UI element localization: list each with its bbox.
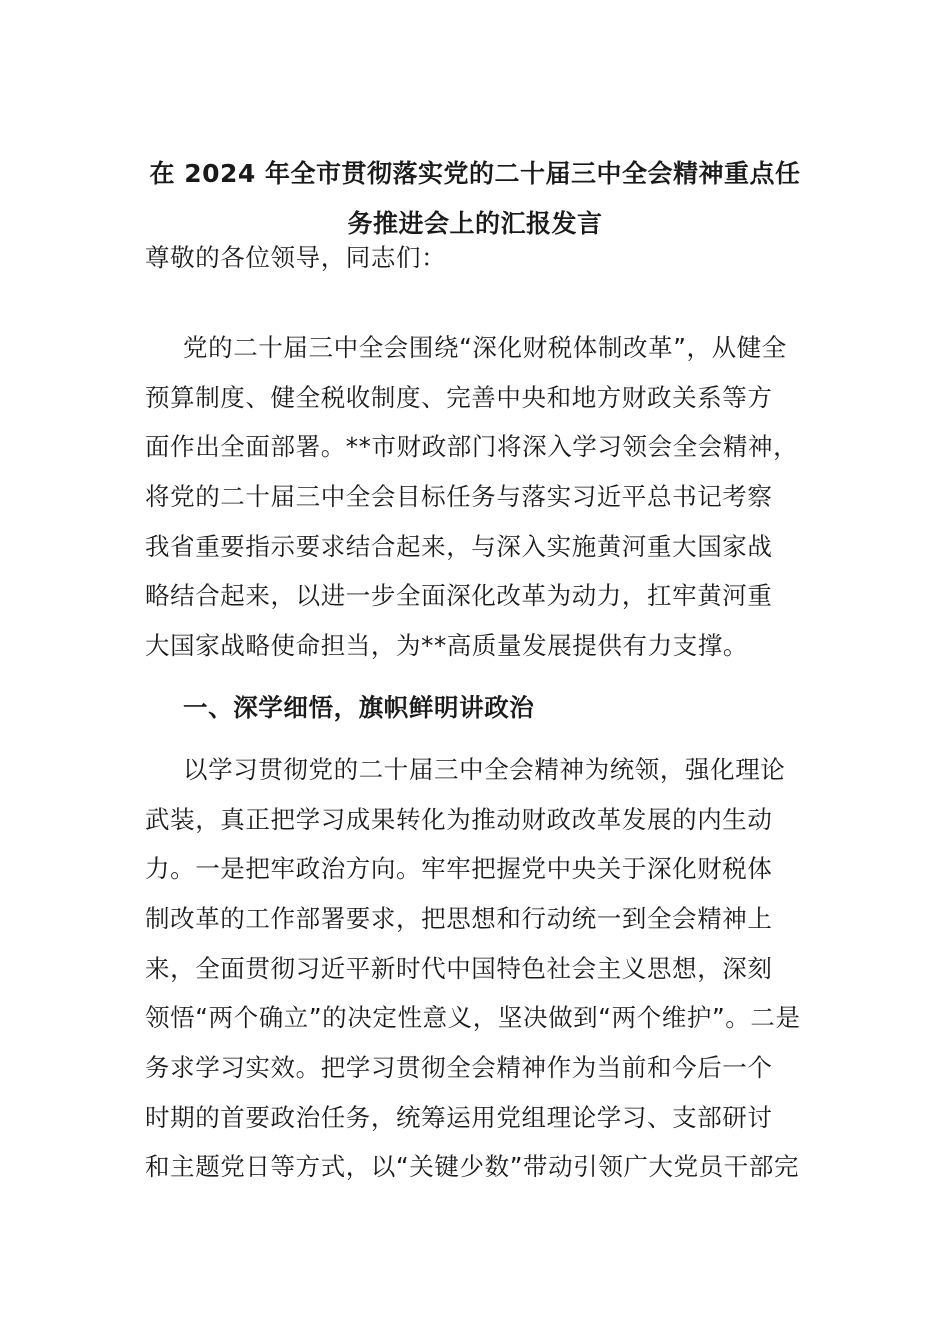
paragraph-1-line: 将党的二十届三中全会目标任务与落实习近平总书记考察 xyxy=(145,482,773,511)
paragraph-2-line: 来，全面贯彻习近平新时代中国特色社会主义思想，深刻 xyxy=(145,954,773,983)
paragraph-1-line: 我省重要指示要求结合起来，与深入实施黄河重大国家战 xyxy=(145,532,773,561)
paragraph-1-line: 略结合起来，以进一步全面深化改革为动力，扛牢黄河重 xyxy=(145,581,773,610)
section-1-heading: 一、深学细悟，旗帜鲜明讲政治 xyxy=(183,693,535,722)
paragraph-2-line: 武装，真正把学习成果转化为推动财政改革发展的内生动 xyxy=(145,805,773,834)
paragraph-1-line: 党的二十届三中全会围绕“深化财税体制改革”，从健全 xyxy=(183,333,787,362)
salutation: 尊敬的各位领导，同志们： xyxy=(145,243,447,272)
paragraph-1-line: 预算制度、健全税收制度、完善中央和地方财政关系等方 xyxy=(145,383,773,412)
paragraph-2-line: 以学习贯彻党的二十届三中全会精神为统领，强化理论 xyxy=(183,755,786,784)
document-title-line-2: 务推进会上的汇报发言 xyxy=(347,209,603,238)
paragraph-2-line: 制改革的工作部署要求，把思想和行动统一到全会精神上 xyxy=(145,904,773,933)
paragraph-1-line: 大国家战略使命担当，为**高质量发展提供有力支撑。 xyxy=(145,631,748,660)
paragraph-1-line: 面作出全面部署。**市财政部门将深入学习领会全会精神， xyxy=(145,432,799,461)
paragraph-2-line: 和主题党日等方式，以“关键少数”带动引领广大党员干部完 xyxy=(145,1152,800,1181)
document-title-line-1: 在 2024 年全市贯彻落实党的二十届三中全会精神重点任 xyxy=(149,159,801,188)
paragraph-2-line: 领悟“两个确立”的决定性意义，坚决做到“两个维护”。二是 xyxy=(145,1003,801,1032)
paragraph-2-line: 力。一是把牢政治方向。牢牢把握党中央关于深化财税体 xyxy=(145,854,773,883)
paragraph-2-line: 时期的首要政治任务，统筹运用党组理论学习、支部研讨 xyxy=(145,1103,773,1132)
paragraph-2-line: 务求学习实效。把学习贯彻全会精神作为当前和今后一个 xyxy=(145,1053,773,1082)
